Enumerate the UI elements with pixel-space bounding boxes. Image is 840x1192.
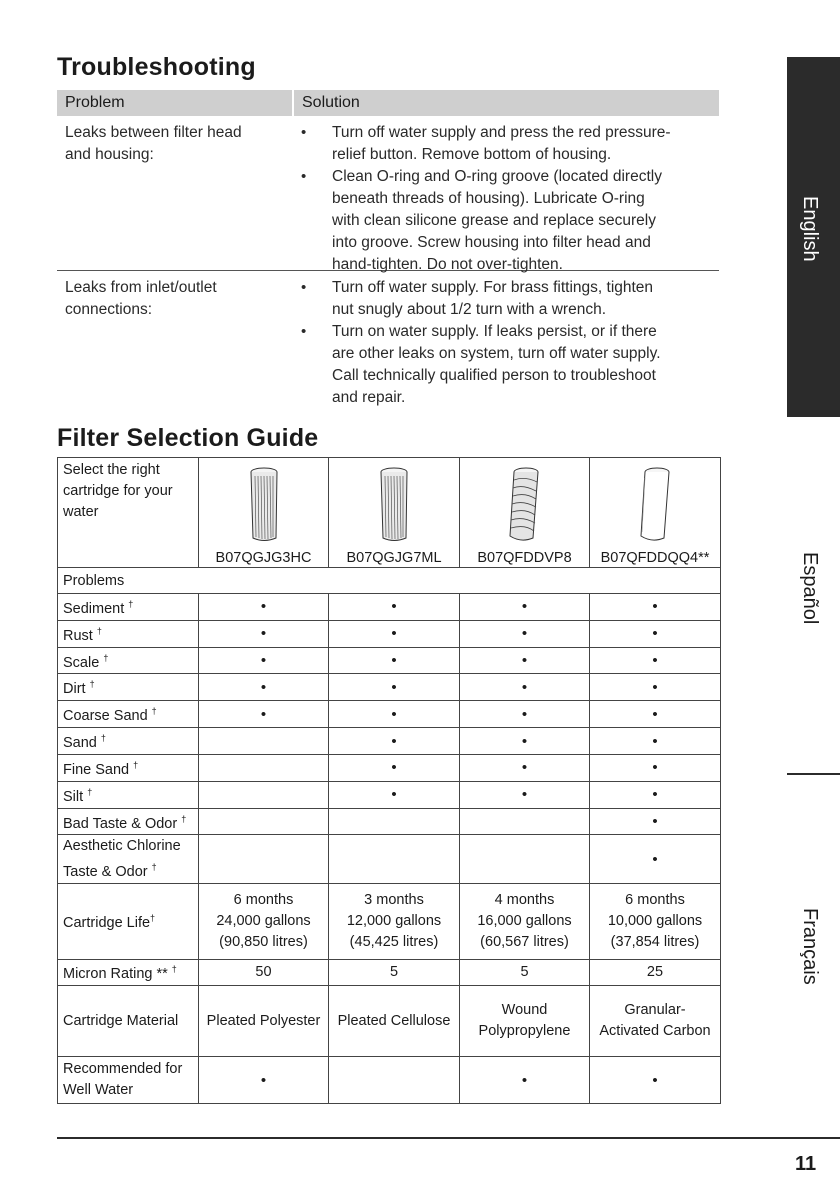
solution-header: Solution (302, 94, 360, 111)
problems-label-row (58, 568, 721, 594)
product-row (58, 458, 721, 568)
mark-cell (199, 647, 329, 674)
micron-cell: 5 (460, 960, 590, 986)
mark-cell (199, 781, 329, 808)
pleated-cartridge-icon (247, 466, 281, 544)
english-tab-label[interactable]: English (799, 196, 821, 262)
problem-line: Leaks from inlet/outlet (65, 279, 217, 296)
solution-line: beneath threads of housing). Lubricate O-ring (332, 190, 645, 207)
mark-cell (329, 808, 460, 835)
row-label-text: Well Water (63, 1082, 134, 1099)
material-row (58, 986, 721, 1057)
mark-cell (460, 754, 590, 781)
product-code: B07QGJG7ML (346, 550, 442, 566)
mark-cell (199, 594, 329, 621)
dagger-mark: † (171, 964, 177, 975)
mark-dot: • (260, 705, 267, 723)
row-label (58, 647, 199, 674)
row-label-text: Bad Taste & Odor (63, 815, 178, 832)
pleated-cartridge-icon (377, 466, 411, 544)
product-cell (329, 458, 460, 568)
mark-cell (199, 674, 329, 701)
life-line: 12,000 gallons (346, 913, 442, 930)
mark-cell (590, 1057, 721, 1104)
solution-line: nut snugly about 1/2 turn with a wrench. (332, 301, 606, 318)
row-label-text: Sand (63, 734, 97, 751)
wound-cartridge-icon (505, 466, 545, 544)
mark-dot: • (652, 759, 658, 777)
dagger-mark: † (103, 652, 109, 663)
problem-line: and housing: (65, 146, 154, 163)
material-cell (460, 986, 590, 1057)
mark-cell (590, 835, 721, 884)
solution-line: with clean silicone grease and replace securely (332, 212, 656, 229)
life-cell (329, 884, 460, 960)
row-label-line (63, 621, 193, 647)
carbon-cartridge-icon (635, 466, 675, 544)
life-cell (460, 884, 590, 960)
mark-cell (590, 620, 721, 647)
mark-dot: • (652, 786, 658, 804)
mark-cell (329, 674, 460, 701)
life-line: (90,850 litres) (219, 934, 308, 951)
row-label (58, 1057, 199, 1104)
solution-line: • Turn off water supply and press the red pressure- (332, 124, 671, 141)
intro-cell (58, 458, 199, 568)
problem-cell (57, 122, 294, 270)
dagger-mark: † (151, 862, 157, 873)
dagger-mark: † (150, 913, 156, 924)
row-label-line (63, 648, 193, 674)
row-label (58, 835, 199, 884)
problem-line: connections: (65, 301, 153, 318)
mark-dot: • (521, 786, 528, 804)
footer-rule (57, 1137, 840, 1139)
row-label-line (63, 674, 193, 700)
row-label-line (63, 1059, 193, 1080)
mark-dot: • (652, 732, 658, 750)
product-cell (199, 458, 329, 568)
mark-cell (460, 674, 590, 701)
mark-dot: • (652, 813, 658, 831)
mark-cell (329, 1057, 460, 1104)
mark-dot: • (391, 705, 397, 723)
product-cell (590, 458, 721, 568)
problem-row (58, 808, 721, 835)
row-label-line (63, 728, 193, 754)
troubleshooting-table (57, 90, 719, 409)
row-label (58, 594, 199, 621)
mark-dot: • (652, 625, 658, 643)
life-line: 3 months (364, 892, 424, 909)
problem-row (58, 594, 721, 621)
mark-cell (460, 620, 590, 647)
mark-dot: • (391, 759, 397, 777)
mark-cell (590, 594, 721, 621)
row-label-line (63, 836, 193, 857)
mark-dot: • (521, 1071, 528, 1089)
row-label-text: Micron Rating ** (63, 965, 168, 982)
life-line: (45,425 litres) (349, 934, 439, 951)
problems-label: Problems (58, 568, 721, 594)
mark-cell (329, 701, 460, 728)
product-cell (460, 458, 590, 568)
solution-line: are other leaks on system, turn off water supply. (332, 345, 661, 362)
problem-row (58, 754, 721, 781)
problem-cell (57, 277, 294, 409)
mark-cell (329, 781, 460, 808)
mark-dot: • (391, 625, 397, 643)
mark-dot: • (521, 625, 528, 643)
mark-dot: • (391, 598, 397, 616)
mark-cell (590, 728, 721, 755)
mark-cell (460, 647, 590, 674)
micron-row (58, 960, 721, 986)
row-label-text: Dirt (63, 681, 86, 698)
troubleshooting-title: Troubleshooting (57, 53, 256, 81)
life-line: 24,000 gallons (216, 913, 311, 930)
life-cell (199, 884, 329, 960)
mark-cell (590, 808, 721, 835)
intro-line: Select the right (63, 462, 160, 478)
mark-cell (199, 701, 329, 728)
mark-cell (590, 701, 721, 728)
row-label-line (63, 782, 193, 808)
mark-cell (329, 594, 460, 621)
mark-dot: • (391, 732, 397, 750)
row-label-line (63, 755, 193, 781)
material-line: Pleated Polyester (206, 1012, 321, 1029)
row-label-text: Cartridge Life (63, 914, 151, 931)
dagger-mark: † (89, 679, 95, 690)
material-line: Activated Carbon (599, 1023, 711, 1040)
row-label (58, 754, 199, 781)
mark-cell (199, 1057, 329, 1104)
solution-line: relief button. Remove bottom of housing. (332, 146, 612, 163)
dagger-mark: † (181, 813, 187, 824)
solution-bullet (330, 122, 719, 166)
row-label-text: Scale (63, 654, 100, 671)
row-label (58, 701, 199, 728)
problem-row (58, 781, 721, 808)
solution-line: and repair. (332, 389, 406, 406)
row-label (58, 884, 199, 960)
dagger-mark: † (96, 625, 102, 636)
espanol-tab-label[interactable]: Español (799, 552, 821, 625)
mark-cell (460, 728, 590, 755)
micron-cell: 25 (590, 960, 721, 986)
life-line: 10,000 gallons (607, 913, 703, 930)
dagger-mark: † (87, 786, 93, 797)
row-label-line (63, 701, 193, 727)
row-label-line (63, 1080, 193, 1101)
life-line: (60,567 litres) (480, 934, 569, 951)
mark-cell (199, 728, 329, 755)
material-line: Pleated Cellulose (337, 1012, 451, 1029)
row-label (58, 808, 199, 835)
material-line: Wound (501, 1002, 548, 1019)
row-label (58, 674, 199, 701)
solution-line: Call technically qualified person to troubleshoot (332, 367, 656, 384)
filter-guide-title: Filter Selection Guide (57, 424, 319, 452)
cartridge-life-row (58, 884, 721, 960)
mark-cell (460, 1057, 590, 1104)
micron-cell: 50 (199, 960, 329, 986)
row-label (58, 960, 199, 986)
mark-cell (460, 781, 590, 808)
solution-bullet (330, 277, 719, 321)
solution-line: into groove. Screw housing into filter head and (332, 234, 651, 251)
mark-dot: • (652, 598, 658, 616)
problem-row (58, 835, 721, 884)
mark-dot: • (260, 1071, 267, 1089)
mark-dot: • (391, 678, 397, 696)
mark-cell (590, 754, 721, 781)
mark-cell (590, 674, 721, 701)
mark-cell (460, 808, 590, 835)
mark-dot: • (521, 732, 528, 750)
mark-dot: • (521, 678, 528, 696)
life-line: 4 months (494, 892, 555, 909)
mark-cell (460, 594, 590, 621)
mark-dot: • (652, 652, 658, 670)
solution-bullet (330, 321, 719, 409)
francais-tab-label[interactable]: Français (799, 908, 821, 985)
solution-cell (294, 122, 719, 273)
product-code: B07QGJG3HC (215, 550, 312, 566)
row-label-line (63, 594, 193, 620)
row-label (58, 781, 199, 808)
row-label-text: Recommended for (63, 1061, 183, 1078)
mark-cell (460, 701, 590, 728)
solution-line: • Turn off water supply. For brass fittings, tighten (332, 279, 654, 296)
mark-dot: • (652, 678, 658, 696)
mark-dot: • (521, 705, 528, 723)
mark-dot: • (260, 598, 267, 616)
mark-dot: • (391, 786, 397, 804)
mark-dot: • (260, 678, 267, 696)
dagger-mark: † (128, 599, 134, 609)
product-code: B07QFDDQQ4** (600, 550, 710, 566)
mark-dot: • (521, 598, 528, 616)
row-label-text: Fine Sand (63, 761, 130, 778)
row-label-text: Rust (63, 627, 93, 644)
solution-cell (294, 277, 719, 409)
row-label: Cartridge Material (58, 986, 199, 1057)
life-line: (37,854 litres) (610, 934, 700, 951)
material-line: Granular- (624, 1002, 686, 1019)
page-number: 11 (795, 1153, 817, 1175)
mark-cell (329, 835, 460, 884)
material-cell (590, 986, 721, 1057)
mark-dot: • (260, 625, 267, 643)
row-label-line (63, 809, 193, 835)
row-label-line (63, 857, 193, 883)
mark-cell (199, 808, 329, 835)
problem-row (58, 1057, 721, 1104)
mark-cell (199, 620, 329, 647)
life-cell (590, 884, 721, 960)
problem-row (58, 647, 721, 674)
mark-cell (329, 754, 460, 781)
solution-line: • Turn on water supply. If leaks persist, or if there (332, 323, 657, 340)
tab-divider (787, 773, 840, 775)
mark-dot: • (521, 652, 528, 670)
row-label-text: Aesthetic Chlorine (63, 838, 181, 855)
mark-cell (329, 728, 460, 755)
product-code: B07QFDDVP8 (477, 550, 572, 566)
row-label (58, 728, 199, 755)
row-label-text: Taste & Odor (63, 863, 148, 880)
mark-cell (460, 835, 590, 884)
troubleshooting-header (57, 90, 719, 116)
mark-dot: • (521, 759, 528, 777)
intro-line: water (63, 504, 99, 520)
life-line: 6 months (625, 892, 685, 909)
problem-row (58, 620, 721, 647)
row-label-text: Silt (63, 788, 84, 805)
solution-line: hand-tighten. Do not over-tighten. (332, 256, 563, 273)
life-line: 16,000 gallons (477, 913, 572, 930)
filter-selection-table (57, 457, 721, 1104)
solution-bullet (330, 166, 719, 276)
life-line: 6 months (233, 892, 294, 909)
dagger-mark: † (100, 733, 106, 744)
mark-cell (199, 754, 329, 781)
micron-cell: 5 (329, 960, 460, 986)
mark-dot: • (391, 652, 397, 670)
problem-row (58, 728, 721, 755)
material-line: Polypropylene (478, 1023, 571, 1040)
dagger-mark: † (151, 706, 157, 717)
problem-header: Problem (57, 90, 294, 116)
solution-line: • Clean O-ring and O-ring groove (located directly (332, 168, 662, 185)
row-label-text: Coarse Sand (63, 708, 148, 725)
row-label (58, 620, 199, 647)
row-label-text: Sediment (63, 600, 125, 617)
mark-cell (329, 620, 460, 647)
troubleshooting-row (57, 116, 719, 271)
mark-dot: • (652, 705, 658, 723)
mark-cell (199, 835, 329, 884)
material-cell (329, 986, 460, 1057)
mark-dot: • (652, 850, 658, 868)
material-cell (199, 986, 329, 1057)
problem-row (58, 674, 721, 701)
problem-line: Leaks between filter head (65, 124, 242, 141)
mark-dot: • (652, 1071, 658, 1089)
problem-row (58, 701, 721, 728)
dagger-mark: † (133, 759, 139, 770)
mark-cell (590, 781, 721, 808)
mark-dot: • (260, 652, 267, 670)
mark-cell (590, 647, 721, 674)
intro-line: cartridge for your (63, 483, 173, 499)
troubleshooting-row (57, 271, 719, 409)
mark-cell (329, 647, 460, 674)
